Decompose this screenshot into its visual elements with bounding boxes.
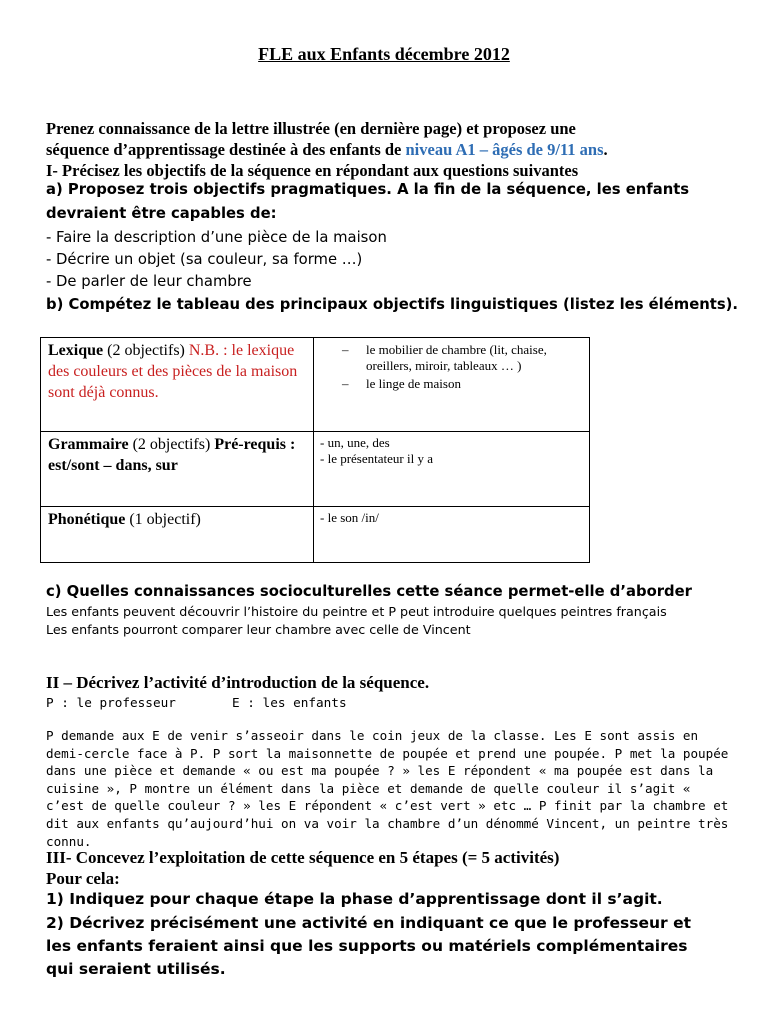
pragmatic-objective-3: - De parler de leur chambre: [46, 273, 252, 290]
lexique-list: [314, 338, 589, 392]
legend-professor: P : le professeur: [46, 695, 176, 710]
section-c-line-1: Les enfants peuvent découvrir l’histoire du peintre et P peut introduire quelques peintres français: [46, 604, 667, 619]
table-row-phonetique: [41, 507, 590, 563]
lexique-label-cell: [41, 338, 314, 432]
phonetique-count: (1 objectif): [125, 511, 201, 528]
introduction-activity-paragraph: P demande aux E de venir s’asseoir dans le coin jeux de la classe. Les E sont assis en demi-cercle face à P. P sort la maisonnette de poupée et prend une poupée. P met la poupée dans une pièce et demande « ou est ma poupée ? » les E répondent « ma poupée est dans la cuisine », P montre un élément dans la pièce et demande de quelle couleur il s’agit « c’est de quelle couleur ? » les E répondent « c’est vert » etc … P finit par la chambre et dit aux enfants qu’aujourd’hui on va voir la chambre d’un dénommé Vincent, un peintre très connu.: [46, 728, 729, 849]
pragmatic-objective-2: - Décrire un objet (sa couleur, sa forme …): [46, 251, 363, 268]
intro-line-1: Prenez connaissance de la lettre illustrée (en dernière page) et proposez une: [46, 119, 576, 138]
list-item: - le présentateur il y a: [320, 451, 433, 466]
section-b-heading: b) Compétez le tableau des principaux objectifs linguistiques (listez les éléments).: [46, 296, 739, 313]
objectives-table: [40, 337, 590, 563]
intro-line-2-end: .: [603, 140, 608, 159]
section-c-heading: c) Quelles connaissances socioculturelles cette séance permet-elle d’aborder: [46, 583, 692, 600]
lexique-count: (2 objectifs): [103, 342, 189, 359]
intro-line-2: [46, 139, 736, 160]
lexique-content-cell: [314, 338, 590, 432]
list-item: – le linge de maison: [342, 376, 461, 391]
legend-children: E : les enfants: [232, 695, 347, 710]
question-1: 1) Indiquez pour chaque étape la phase d’apprentissage dont il s’agit.: [46, 890, 663, 908]
grammaire-label: Grammaire: [48, 436, 129, 453]
grammaire-prerequisites: Pré-requis : est/sont – dans, sur: [48, 436, 296, 474]
section-ii-heading: II – Décrivez l’activité d’introduction de la séquence.: [46, 673, 430, 692]
section-c-line-2: Les enfants pourront comparer leur chambre avec celle de Vincent: [46, 622, 471, 637]
level-highlight: niveau A1 – âgés de 9/11 ans: [405, 140, 604, 159]
grammaire-label-cell: [41, 432, 314, 507]
section-a-heading-2: devraient être capables de:: [46, 205, 277, 222]
phonetique-label-cell: [41, 507, 314, 563]
phonetique-label: Phonétique: [48, 511, 126, 528]
intro-line-2-start: séquence d’apprentissage destinée à des enfants de: [46, 140, 406, 159]
intro-block: [46, 118, 736, 181]
grammaire-count: (2 objectifs): [128, 436, 215, 453]
pragmatic-objective-1: - Faire la description d’une pièce de la maison: [46, 229, 387, 246]
section-iii-heading: III- Concevez l’exploitation de cette séquence en 5 étapes (= 5 activités): [46, 848, 560, 867]
table-row-lexique: [41, 338, 590, 432]
section-i-heading: I- Précisez les objectifs de la séquence en répondant aux questions suivantes: [46, 161, 579, 180]
section-a-heading-1: a) Proposez trois objectifs pragmatiques. A la fin de la séquence, les enfants: [46, 181, 690, 198]
section-iii-subheading: Pour cela:: [46, 869, 120, 888]
list-item: - un, une, des: [320, 435, 390, 450]
phonetique-content-cell: [314, 507, 590, 563]
document-title: FLE aux Enfants décembre 2012: [258, 44, 510, 64]
grammaire-content-cell: [314, 432, 590, 507]
list-item: – le mobilier de chambre (lit, chaise, oreillers, miroir, tableaux … ): [342, 342, 547, 373]
list-item: - le son /in/: [320, 510, 379, 525]
lexique-label: Lexique: [48, 342, 104, 359]
lexique-note: N.B. : le lexique des couleurs et des pièces de la maison sont déjà connus.: [48, 342, 298, 401]
question-2: 2) Décrivez précisément une activité en indiquant ce que le professeur et les enfants feraient ainsi que les supports ou matériels complémentaires qui seraient utilisés.: [46, 914, 691, 978]
table-row-grammaire: [41, 432, 590, 507]
